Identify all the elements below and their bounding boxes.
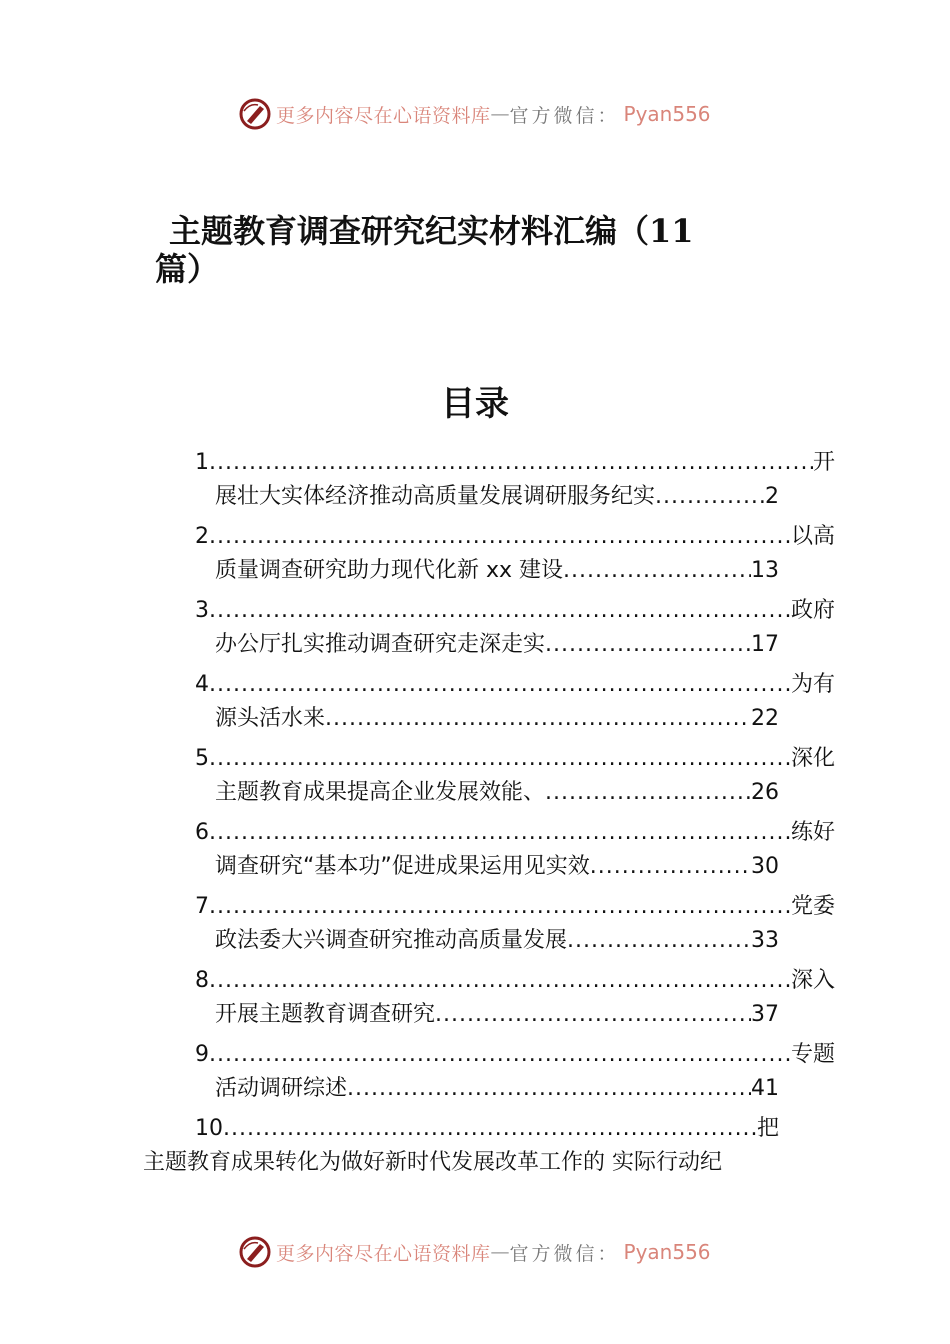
toc-leader-dots (209, 964, 791, 998)
toc-number: 5 (195, 746, 209, 771)
quill-pen-logo-icon (238, 97, 272, 131)
toc-title-head: 练好 (790, 820, 835, 845)
watermark-wechat-id: Pyan556 (623, 102, 711, 126)
toc-number: 9 (195, 1042, 209, 1067)
toc-page-number: 26 (751, 780, 779, 805)
toc-leader-dots (563, 554, 751, 588)
toc-page-number: 30 (751, 854, 779, 879)
toc-title-rest: 主题教育成果转化为做好新时代发展改革工作的 实际行动纪 (143, 1150, 722, 1175)
toc-page-number: 2 (765, 484, 779, 509)
toc-leader-dots (545, 776, 751, 810)
toc-leader-dots (209, 520, 791, 554)
toc-title-head: 党委 (790, 894, 835, 919)
toc-entry-8[interactable] (195, 964, 835, 1038)
toc-page-number: 17 (751, 632, 779, 657)
toc-title-head: 把 (756, 1116, 779, 1141)
toc-leader-dots (325, 702, 751, 736)
quill-pen-logo-icon (238, 1235, 272, 1269)
toc-title-rest: 质量调查研究助力现代化新 xx 建设 (215, 558, 564, 583)
toc-leader-dots (209, 446, 813, 480)
toc-entry-5[interactable] (195, 742, 835, 816)
toc-number: 2 (195, 524, 209, 549)
watermark-footer (238, 1232, 711, 1272)
toc-entry-10[interactable] (143, 1112, 835, 1186)
toc-leader-dots (655, 480, 765, 514)
toc-number: 6 (195, 820, 209, 845)
toc-title-head: 深入 (790, 968, 835, 993)
toc-leader-dots (347, 1072, 751, 1106)
toc-title-head: 政府 (790, 598, 835, 623)
watermark-wechat-id: Pyan556 (623, 1240, 711, 1264)
toc-entry-4[interactable] (195, 668, 835, 742)
toc-entry-1[interactable] (195, 446, 835, 520)
toc-leader-dots (567, 924, 751, 958)
toc-entry-2[interactable] (195, 520, 835, 594)
title-line-1: 主题教育调查研究纪实材料汇编（11 (169, 212, 694, 250)
toc-title-rest: 展壮大实体经济推动高质量发展调研服务纪实 (215, 484, 656, 509)
title-line-2: 篇） (155, 250, 220, 288)
toc-leader-dots (545, 628, 751, 662)
toc-page-number: 13 (751, 558, 779, 583)
table-of-contents (143, 446, 835, 1186)
document-title (155, 212, 755, 288)
toc-title-rest: 源头活水来 (215, 706, 326, 731)
watermark-official-label: 官方微信： (509, 104, 620, 127)
watermark-dash: — (490, 1241, 510, 1263)
toc-leader-dots (209, 1038, 791, 1072)
toc-leader-dots (209, 594, 791, 628)
toc-page-number: 33 (751, 928, 779, 953)
toc-entry-9[interactable] (195, 1038, 835, 1112)
toc-title-rest: 活动调研综述 (215, 1076, 348, 1101)
toc-title-rest: 调查研究“基本功”促进成果运用见实效 (215, 854, 590, 879)
watermark-dash: — (490, 103, 510, 125)
toc-number: 4 (195, 672, 209, 697)
toc-page-number: 41 (751, 1076, 779, 1101)
toc-title-rest: 开展主题教育调查研究 (215, 1002, 436, 1027)
toc-leader-dots (209, 890, 791, 924)
toc-leader-dots (209, 742, 791, 776)
toc-title-head: 开 (812, 450, 835, 475)
toc-title-head: 专题 (790, 1042, 835, 1067)
toc-number: 7 (195, 894, 209, 919)
toc-leader-dots (435, 998, 751, 1032)
toc-leader-dots (590, 850, 751, 884)
watermark-official-label: 官方微信： (509, 1242, 620, 1265)
toc-title-head: 为有 (790, 672, 835, 697)
watermark-text: 更多内容尽在心语资料库 (276, 104, 491, 127)
toc-title-rest: 政法委大兴调查研究推动高质量发展 (215, 928, 568, 953)
toc-title-rest: 主题教育成果提高企业发展效能、 (215, 780, 546, 805)
toc-heading: 目录 (441, 384, 509, 424)
toc-page-number: 22 (751, 706, 779, 731)
toc-page-number: 37 (751, 1002, 779, 1027)
toc-entry-6[interactable] (195, 816, 835, 890)
toc-entry-7[interactable] (195, 890, 835, 964)
toc-title-rest: 办公厅扎实推动调查研究走深走实 (215, 632, 546, 657)
toc-entry-3[interactable] (195, 594, 835, 668)
toc-title-head: 深化 (790, 746, 835, 771)
toc-leader-dots (223, 1112, 757, 1146)
watermark-header (238, 94, 711, 134)
toc-number: 3 (195, 598, 209, 623)
toc-leader-dots (209, 668, 791, 702)
toc-number: 1 (195, 450, 209, 475)
toc-leader-dots (209, 816, 791, 850)
toc-number: 10 (195, 1116, 223, 1141)
toc-title-head: 以高 (790, 524, 835, 549)
watermark-text: 更多内容尽在心语资料库 (276, 1242, 491, 1265)
toc-number: 8 (195, 968, 209, 993)
